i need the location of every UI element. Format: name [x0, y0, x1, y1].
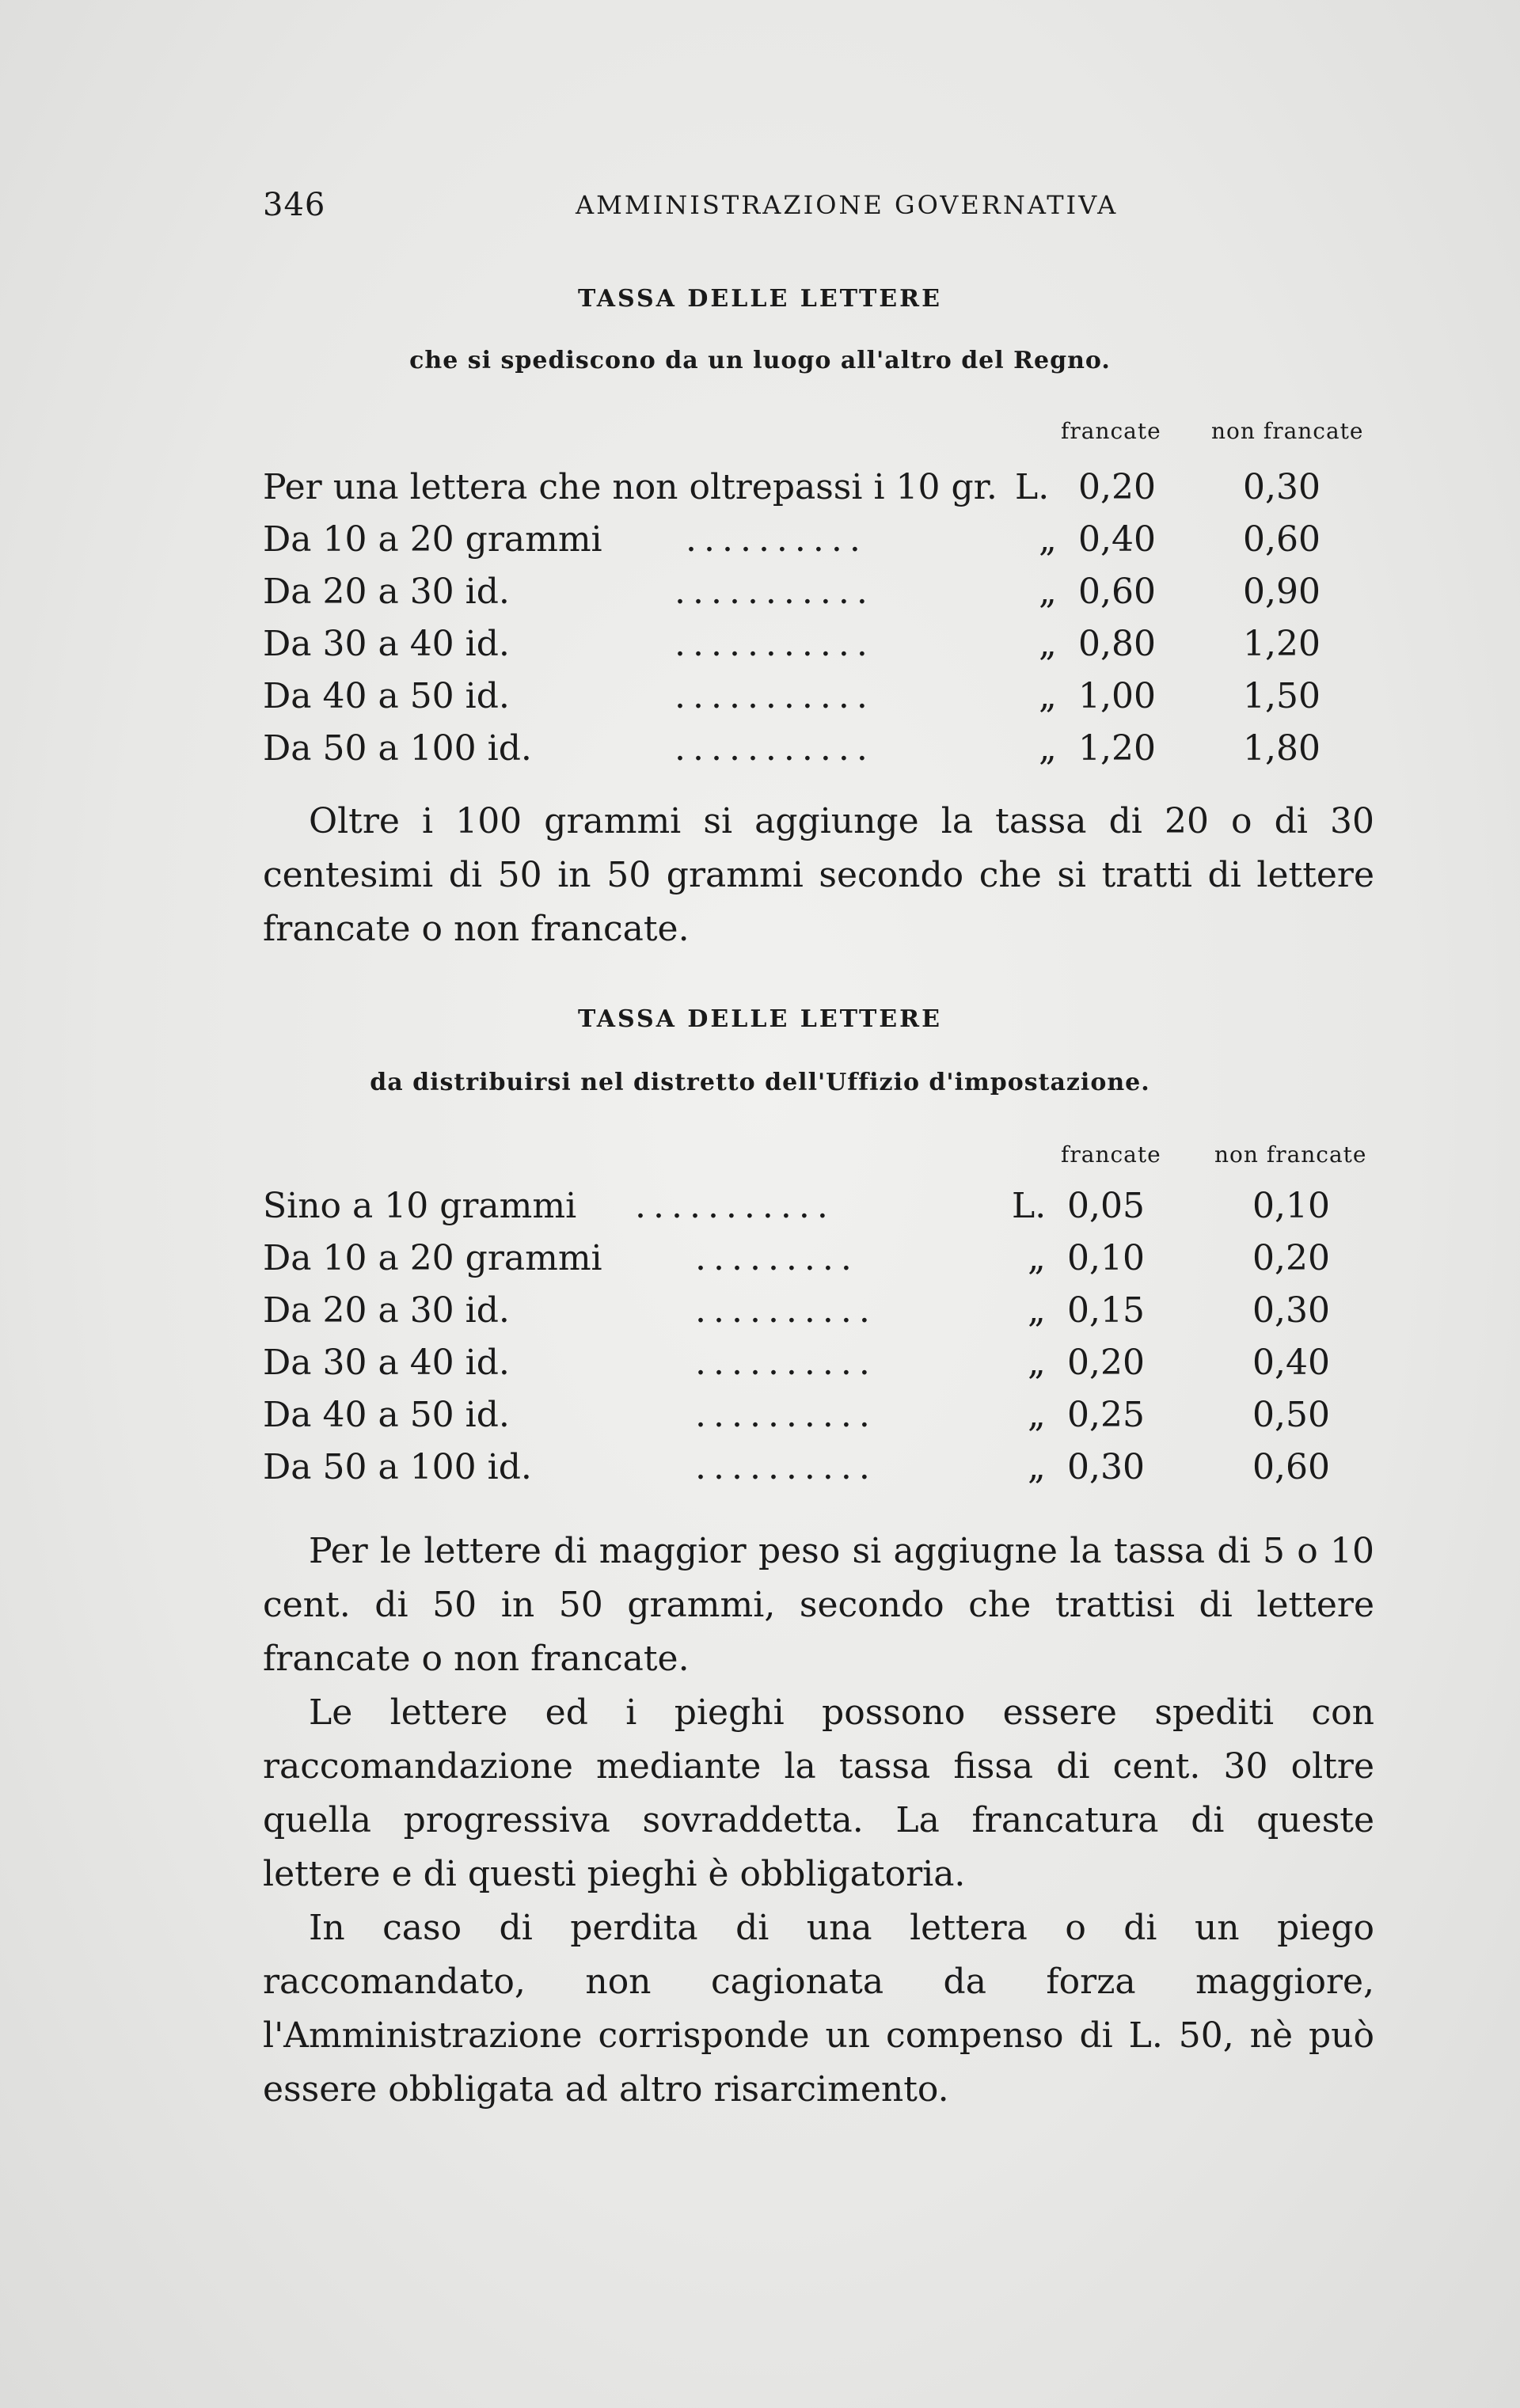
row-francate-value: 1,20	[1078, 728, 1156, 769]
row-francate-value: 0,60	[1078, 572, 1156, 612]
section1-col-non-francate: non francate	[1211, 418, 1364, 444]
row-label: Da 50 a 100 id.	[263, 728, 532, 769]
row-leader-dots: ...........	[674, 624, 875, 664]
row-francate-value: 1,00	[1078, 676, 1156, 716]
row-label: Sino a 10 grammi	[263, 1186, 577, 1226]
row-label: Da 30 a 40 id.	[263, 1343, 510, 1383]
section1-note: Oltre i 100 grammi si aggiunge la tassa di 20 o di 30 centesimi di 50 in 50 grammi secondo che si tratti di lettere francate o non francate.	[263, 801, 1374, 949]
row-francate-value: 0,40	[1078, 519, 1156, 560]
table-row	[263, 1238, 1387, 1290]
running-header	[263, 187, 1371, 234]
table-row	[263, 519, 1387, 572]
row-francate-value: 0,80	[1078, 624, 1156, 664]
row-non-francate-value: 0,30	[1252, 1290, 1330, 1331]
row-leader-dots: .........	[695, 1238, 859, 1278]
row-francate-value: 0,30	[1067, 1447, 1145, 1487]
row-non-francate-value: 0,50	[1252, 1395, 1330, 1435]
row-leader-dots: ..........	[695, 1290, 877, 1331]
row-leader-dots: ..........	[695, 1395, 877, 1435]
row-ditto-mark: „	[1039, 728, 1057, 769]
row-non-francate-value: 0,10	[1252, 1186, 1330, 1226]
row-ditto-mark: „	[1039, 624, 1057, 664]
row-label: Da 10 a 20 grammi	[263, 519, 602, 560]
row-ditto-mark: „	[1028, 1290, 1046, 1331]
table-row	[263, 1290, 1387, 1343]
section2-col-francate: francate	[1061, 1141, 1161, 1168]
row-leader-dots: ...........	[674, 728, 875, 769]
row-leader-dots: ..........	[695, 1447, 877, 1487]
paragraph-heavier-letters: Per le lettere di maggior peso si aggiugne la tassa di 5 o 10 cent. di 50 in 50 grammi, secondo che trattisi di lettere francate o non francate.	[263, 1531, 1374, 1679]
row-currency: L.	[1012, 1186, 1047, 1226]
row-leader-dots: ..........	[695, 1343, 877, 1383]
row-leader-dots: ...........	[635, 1186, 835, 1226]
section2-col-non-francate: non francate	[1214, 1141, 1367, 1168]
row-leader-dots: ..........	[686, 519, 868, 560]
table-row	[263, 1395, 1387, 1447]
table-row	[263, 676, 1387, 728]
row-currency: L.	[1015, 467, 1050, 507]
row-label: Da 40 a 50 id.	[263, 1395, 510, 1435]
row-francate-value: 0,20	[1078, 467, 1156, 507]
row-non-francate-value: 0,30	[1243, 467, 1320, 507]
row-label: Per una lettera che non oltrepassi i 10 gr.	[263, 467, 998, 507]
row-francate-value: 0,05	[1067, 1186, 1145, 1226]
running-title: AMMINISTRAZIONE GOVERNATIVA	[576, 190, 1119, 220]
row-ditto-mark: „	[1028, 1447, 1046, 1487]
row-ditto-mark: „	[1028, 1343, 1046, 1383]
row-francate-value: 0,15	[1067, 1290, 1145, 1331]
row-non-francate-value: 0,60	[1243, 519, 1320, 560]
row-ditto-mark: „	[1039, 676, 1057, 716]
section1-title: TASSA DELLE LETTERE	[578, 285, 942, 313]
table-row	[263, 728, 1387, 781]
row-non-francate-value: 1,80	[1243, 728, 1320, 769]
row-leader-dots: ...........	[674, 572, 875, 612]
row-non-francate-value: 1,20	[1243, 624, 1320, 664]
paragraph-registered-mail: Le lettere ed i pieghi possono essere spediti con raccomandazione mediante la tassa fissa di cent. 30 oltre quella progressiva sovraddetta. La francatura di queste lettere e di questi pieghi è obbligatoria.	[263, 1692, 1374, 1894]
table-row	[263, 572, 1387, 624]
row-label: Da 50 a 100 id.	[263, 1447, 532, 1487]
table-row	[263, 624, 1387, 676]
section1-col-francate: francate	[1061, 418, 1161, 444]
paragraph-compensation: In caso di perdita di una lettera o di un piego raccomandato, non cagionata da forza maggiore, l'Amministrazione corrisponde un compenso di L. 50, nè può essere obbligata ad altro risarcimento.	[263, 1908, 1374, 2110]
row-label: Da 40 a 50 id.	[263, 676, 510, 716]
row-francate-value: 0,20	[1067, 1343, 1145, 1383]
row-label: Da 20 a 30 id.	[263, 1290, 510, 1331]
page-number: 346	[263, 187, 326, 223]
table-row	[263, 467, 1387, 519]
row-non-francate-value: 0,20	[1252, 1238, 1330, 1278]
section2-title: TASSA DELLE LETTERE	[578, 1005, 942, 1033]
row-ditto-mark: „	[1028, 1238, 1046, 1278]
row-leader-dots: ...........	[674, 676, 875, 716]
row-non-francate-value: 0,40	[1252, 1343, 1330, 1383]
row-ditto-mark: „	[1039, 519, 1057, 560]
section1-subtitle: che si spediscono da un luogo all'altro del Regno.	[409, 347, 1111, 374]
row-label: Da 30 a 40 id.	[263, 624, 510, 664]
row-non-francate-value: 0,60	[1252, 1447, 1330, 1487]
row-non-francate-value: 1,50	[1243, 676, 1320, 716]
section2-subtitle: da distribuirsi nel distretto dell'Uffizio d'impostazione.	[370, 1069, 1150, 1096]
table-row	[263, 1343, 1387, 1395]
row-francate-value: 0,10	[1067, 1238, 1145, 1278]
row-non-francate-value: 0,90	[1243, 572, 1320, 612]
row-label: Da 10 a 20 grammi	[263, 1238, 602, 1278]
table-row	[263, 1186, 1387, 1238]
row-francate-value: 0,25	[1067, 1395, 1145, 1435]
row-ditto-mark: „	[1039, 572, 1057, 612]
row-ditto-mark: „	[1028, 1395, 1046, 1435]
row-label: Da 20 a 30 id.	[263, 572, 510, 612]
table-row	[263, 1447, 1387, 1499]
